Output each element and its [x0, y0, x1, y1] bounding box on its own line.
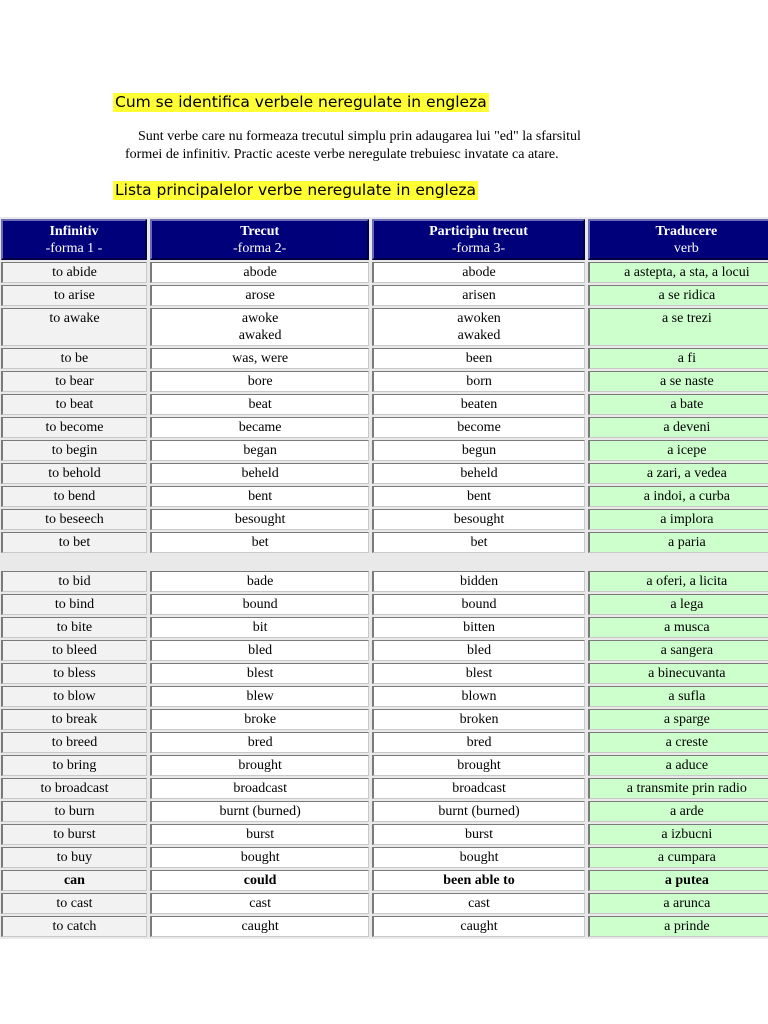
- participle-cell-text: blown: [461, 689, 497, 704]
- header-trecut: [150, 219, 369, 260]
- infinitive-cell-text: to bleed: [52, 643, 97, 658]
- translation-cell-text: a paria: [668, 535, 706, 550]
- past-cell: [150, 870, 369, 891]
- past-cell: [150, 262, 369, 283]
- translation-cell: [588, 663, 768, 684]
- participle-cell-text: bred: [466, 735, 492, 750]
- infinitive-cell-text: to bid: [58, 574, 91, 589]
- past-cell: [150, 371, 369, 392]
- translation-cell: [588, 801, 768, 822]
- table-row: [1, 394, 768, 415]
- participle-cell-text: begun: [461, 443, 497, 458]
- participle-cell-text: abode: [462, 265, 496, 280]
- translation-cell-text: a deveni: [663, 420, 711, 435]
- infinitive-cell: [1, 755, 147, 776]
- past-cell-text-alt: awaked: [238, 328, 282, 343]
- header-title: Infinitiv: [49, 224, 99, 239]
- header-sub: -forma 1 -: [45, 241, 103, 256]
- translation-cell-text: a aduce: [665, 758, 709, 773]
- separator-cell: [1, 555, 768, 569]
- participle-cell: [372, 594, 584, 615]
- infinitive-cell-text: to cast: [56, 896, 93, 911]
- table-row: [1, 571, 768, 592]
- translation-cell-text: a arunca: [663, 896, 711, 911]
- past-cell-text: bit: [252, 620, 268, 635]
- translation-cell-text: a musca: [664, 620, 710, 635]
- header-participiu: [372, 219, 584, 260]
- past-cell: [150, 686, 369, 707]
- infinitive-cell: [1, 617, 147, 638]
- translation-cell-text: a bate: [670, 397, 704, 412]
- table-row: [1, 262, 768, 283]
- heading-identify: Cum se identifica verbele neregulate in engleza: [115, 93, 487, 111]
- infinitive-cell-text: to burst: [53, 827, 96, 842]
- participle-cell-text: caught: [460, 919, 498, 934]
- translation-cell: [588, 417, 768, 438]
- translation-cell: [588, 824, 768, 845]
- participle-cell: [372, 262, 584, 283]
- participle-cell-text: beaten: [460, 397, 498, 412]
- infinitive-cell-text: to bite: [56, 620, 93, 635]
- translation-cell-text: a putea: [664, 873, 709, 888]
- past-cell-text: blest: [246, 666, 274, 681]
- infinitive-cell: [1, 394, 147, 415]
- table-row: [1, 916, 768, 937]
- participle-cell-text: arisen: [462, 288, 496, 303]
- past-cell: [150, 801, 369, 822]
- participle-cell: [372, 893, 584, 914]
- header-sub: verb: [673, 241, 699, 256]
- past-cell-text: brought: [238, 758, 282, 773]
- infinitive-cell: [1, 663, 147, 684]
- infinitive-cell: [1, 778, 147, 799]
- infinitive-cell: [1, 870, 147, 891]
- header-sub: -forma 2-: [233, 241, 287, 256]
- past-cell-text: bet: [251, 535, 269, 550]
- participle-cell: [372, 417, 584, 438]
- table-row: [1, 870, 768, 891]
- participle-cell-text: been able to: [443, 873, 515, 888]
- past-cell: [150, 755, 369, 776]
- participle-cell: [372, 640, 584, 661]
- table-row: [1, 509, 768, 530]
- past-cell: [150, 824, 369, 845]
- table-row: [1, 824, 768, 845]
- translation-cell-text: a lega: [670, 597, 704, 612]
- table-row: [1, 663, 768, 684]
- participle-cell: [372, 663, 584, 684]
- heading-list: Lista principalelor verbe neregulate in engleza: [115, 181, 477, 199]
- participle-cell-text-alt: awaked: [457, 328, 501, 343]
- participle-cell-text: bound: [461, 597, 497, 612]
- participle-cell: [372, 394, 584, 415]
- participle-cell: [372, 463, 584, 484]
- header-traducere: [588, 219, 768, 260]
- table-row: [1, 440, 768, 461]
- translation-cell: [588, 394, 768, 415]
- infinitive-cell: [1, 640, 147, 661]
- translation-cell: [588, 262, 768, 283]
- table-row: [1, 486, 768, 507]
- past-cell-text: cast: [249, 896, 272, 911]
- participle-cell-text: beheld: [460, 466, 498, 481]
- translation-cell-text: a fi: [677, 351, 696, 366]
- translation-cell-text: a icepe: [667, 443, 707, 458]
- table-row: [1, 755, 768, 776]
- past-cell: [150, 916, 369, 937]
- translation-cell: [588, 617, 768, 638]
- infinitive-cell: [1, 571, 147, 592]
- participle-cell: [372, 285, 584, 306]
- participle-cell-text: awoken: [457, 311, 501, 326]
- translation-cell: [588, 709, 768, 730]
- past-cell: [150, 571, 369, 592]
- past-cell-text: bore: [247, 374, 273, 389]
- infinitive-cell-text: can: [63, 873, 85, 888]
- infinitive-cell-text: to bear: [55, 374, 94, 389]
- past-cell: [150, 417, 369, 438]
- translation-cell-text: a implora: [660, 512, 714, 527]
- infinitive-cell: [1, 440, 147, 461]
- infinitive-cell: [1, 285, 147, 306]
- past-cell: [150, 440, 369, 461]
- infinitive-cell-text: to broadcast: [40, 781, 109, 796]
- table-row: [1, 285, 768, 306]
- group-separator: [1, 555, 768, 569]
- participle-cell-text: bled: [466, 643, 492, 658]
- past-cell: [150, 509, 369, 530]
- participle-cell-text: become: [457, 420, 501, 435]
- header-sub: -forma 3-: [451, 241, 506, 256]
- past-cell: [150, 709, 369, 730]
- translation-cell: [588, 870, 768, 891]
- intro-line-2: formei de infinitiv. Practic aceste verbe neregulate trebuiesc invatate ca atare.: [125, 147, 559, 162]
- infinitive-cell-text: to bend: [53, 489, 96, 504]
- translation-cell: [588, 640, 768, 661]
- table-row: [1, 417, 768, 438]
- participle-cell-text: bet: [470, 535, 488, 550]
- translation-cell: [588, 440, 768, 461]
- translation-cell: [588, 285, 768, 306]
- translation-cell-text: a arde: [669, 804, 704, 819]
- participle-cell: [372, 308, 584, 346]
- infinitive-cell: [1, 348, 147, 369]
- translation-cell: [588, 778, 768, 799]
- table-row: [1, 348, 768, 369]
- translation-cell: [588, 847, 768, 868]
- table-row: [1, 778, 768, 799]
- participle-cell-text: bent: [466, 489, 492, 504]
- infinitive-cell: [1, 308, 147, 346]
- participle-cell-text: blest: [465, 666, 493, 681]
- table-row: [1, 709, 768, 730]
- infinitive-cell: [1, 594, 147, 615]
- past-cell-text: burnt (burned): [219, 804, 301, 819]
- participle-cell: [372, 732, 584, 753]
- translation-cell-text: a sparge: [663, 712, 710, 727]
- table-row: [1, 532, 768, 553]
- translation-cell-text: a prinde: [664, 919, 710, 934]
- translation-cell: [588, 571, 768, 592]
- participle-cell: [372, 486, 584, 507]
- past-cell-text: bound: [242, 597, 278, 612]
- past-cell-text: burst: [246, 827, 275, 842]
- translation-cell-text: a sangera: [660, 643, 714, 658]
- translation-cell-text: a se trezi: [661, 311, 712, 326]
- infinitive-cell-text: to be: [60, 351, 89, 366]
- past-cell-text: was, were: [232, 351, 289, 366]
- intro-paragraph: [125, 128, 645, 164]
- table-row: [1, 371, 768, 392]
- infinitive-cell: [1, 486, 147, 507]
- participle-cell-text: brought: [457, 758, 501, 773]
- participle-cell-text: bought: [459, 850, 499, 865]
- past-cell: [150, 532, 369, 553]
- participle-cell-text: been: [465, 351, 493, 366]
- past-cell: [150, 893, 369, 914]
- participle-cell-text: bidden: [459, 574, 499, 589]
- past-cell-text: broadcast: [233, 781, 287, 796]
- infinitive-cell-text: to bless: [53, 666, 96, 681]
- infinitive-cell-text: to behold: [48, 466, 101, 481]
- translation-cell: [588, 594, 768, 615]
- table-row: [1, 732, 768, 753]
- participle-cell-text: burst: [465, 827, 494, 842]
- past-cell-text: bade: [246, 574, 274, 589]
- participle-cell: [372, 509, 584, 530]
- table-row: [1, 463, 768, 484]
- translation-cell: [588, 509, 768, 530]
- past-cell: [150, 778, 369, 799]
- participle-cell: [372, 870, 584, 891]
- table-row: [1, 893, 768, 914]
- participle-cell-text: broken: [459, 712, 499, 727]
- participle-cell-text: broadcast: [452, 781, 506, 796]
- table-row: [1, 847, 768, 868]
- infinitive-cell: [1, 801, 147, 822]
- past-cell-text: became: [238, 420, 282, 435]
- participle-cell: [372, 617, 584, 638]
- participle-cell-text: cast: [468, 896, 490, 911]
- past-cell-text: awoke: [241, 311, 279, 326]
- past-cell: [150, 732, 369, 753]
- past-cell-text: abode: [243, 265, 277, 280]
- translation-cell: [588, 371, 768, 392]
- translation-cell-text: a oferi, a licita: [646, 574, 728, 589]
- translation-cell: [588, 308, 768, 346]
- infinitive-cell-text: to bet: [58, 535, 91, 550]
- participle-cell-text: born: [466, 374, 492, 389]
- translation-cell-text: a sufla: [668, 689, 706, 704]
- header-title: Trecut: [240, 224, 280, 239]
- translation-cell: [588, 755, 768, 776]
- past-cell-text: bought: [240, 850, 280, 865]
- infinitive-cell-text: to blow: [53, 689, 96, 704]
- table-row: [1, 594, 768, 615]
- translation-cell-text: a creste: [665, 735, 709, 750]
- past-cell-text: bled: [248, 643, 273, 658]
- infinitive-cell: [1, 732, 147, 753]
- participle-cell: [372, 916, 584, 937]
- table-row: [1, 640, 768, 661]
- past-cell: [150, 285, 369, 306]
- translation-cell-text: a transmite prin radio: [626, 781, 747, 796]
- infinitive-cell-text: to begin: [51, 443, 98, 458]
- past-cell-text: blew: [246, 689, 274, 704]
- past-cell-text: bent: [248, 489, 273, 504]
- participle-cell: [372, 371, 584, 392]
- infinitive-cell: [1, 893, 147, 914]
- participle-cell: [372, 801, 584, 822]
- infinitive-cell: [1, 847, 147, 868]
- past-cell-text: caught: [241, 919, 279, 934]
- past-cell: [150, 847, 369, 868]
- past-cell: [150, 463, 369, 484]
- past-cell-text: beat: [248, 397, 272, 412]
- infinitive-cell: [1, 417, 147, 438]
- past-cell-text: broke: [244, 712, 277, 727]
- past-cell-text: bred: [247, 735, 273, 750]
- participle-cell: [372, 824, 584, 845]
- past-cell: [150, 640, 369, 661]
- translation-cell-text: a izbucni: [661, 827, 713, 842]
- participle-cell: [372, 709, 584, 730]
- translation-cell: [588, 532, 768, 553]
- infinitive-cell: [1, 686, 147, 707]
- infinitive-cell: [1, 262, 147, 283]
- participle-cell: [372, 847, 584, 868]
- translation-cell-text: a se naste: [660, 374, 714, 389]
- translation-cell-text: a astepta, a sta, a locui: [624, 265, 750, 280]
- translation-cell: [588, 732, 768, 753]
- infinitive-cell-text: to bind: [54, 597, 95, 612]
- past-cell-text: arose: [245, 288, 275, 303]
- past-cell: [150, 663, 369, 684]
- participle-cell: [372, 348, 584, 369]
- infinitive-cell-text: to break: [51, 712, 98, 727]
- header-title: Participiu trecut: [429, 224, 528, 239]
- infinitive-cell-text: to arise: [54, 288, 95, 303]
- past-cell-text: besought: [234, 512, 286, 527]
- participle-cell: [372, 440, 584, 461]
- participle-cell: [372, 755, 584, 776]
- past-cell: [150, 486, 369, 507]
- past-cell: [150, 594, 369, 615]
- translation-cell-text: a zari, a vedea: [646, 466, 727, 481]
- infinitive-cell-text: to beat: [55, 397, 94, 412]
- translation-cell: [588, 463, 768, 484]
- table-row: [1, 686, 768, 707]
- header-title: Traducere: [655, 224, 718, 239]
- table-row: [1, 308, 768, 346]
- intro-line-1: Sunt verbe care nu formeaza trecutul simplu prin adaugarea lui "ed" la sfarsitul: [138, 129, 581, 144]
- translation-cell-text: a se ridica: [658, 288, 716, 303]
- participle-cell: [372, 686, 584, 707]
- past-cell-text: could: [243, 873, 277, 888]
- infinitive-cell: [1, 371, 147, 392]
- past-cell: [150, 348, 369, 369]
- translation-cell-text: a binecuvanta: [648, 666, 726, 681]
- translation-cell: [588, 486, 768, 507]
- infinitive-cell: [1, 916, 147, 937]
- translation-cell: [588, 893, 768, 914]
- past-cell: [150, 394, 369, 415]
- participle-cell: [372, 571, 584, 592]
- infinitive-cell-text: to burn: [54, 804, 95, 819]
- infinitive-cell: [1, 824, 147, 845]
- infinitive-cell: [1, 509, 147, 530]
- infinitive-cell: [1, 463, 147, 484]
- irregular-verbs-table: [0, 217, 768, 939]
- infinitive-cell-text: to buy: [56, 850, 93, 865]
- participle-cell: [372, 532, 584, 553]
- header-infinitiv: [1, 219, 147, 260]
- infinitive-cell-text: to become: [45, 420, 104, 435]
- infinitive-cell-text: to catch: [52, 919, 97, 934]
- past-cell: [150, 308, 369, 346]
- infinitive-cell-text: to breed: [51, 735, 98, 750]
- translation-cell-text: a indoi, a curba: [643, 489, 730, 504]
- participle-cell-text: bitten: [463, 620, 495, 635]
- past-cell: [150, 617, 369, 638]
- infinitive-cell-text: to beseech: [45, 512, 104, 527]
- translation-cell: [588, 348, 768, 369]
- participle-cell: [372, 778, 584, 799]
- translation-cell-text: a cumpara: [657, 850, 716, 865]
- translation-cell: [588, 686, 768, 707]
- table-row: [1, 801, 768, 822]
- past-cell-text: began: [243, 443, 277, 458]
- participle-cell-text: besought: [453, 512, 505, 527]
- table-header-row: [1, 219, 768, 260]
- infinitive-cell-text: to bring: [52, 758, 97, 773]
- translation-cell: [588, 916, 768, 937]
- past-cell-text: beheld: [241, 466, 279, 481]
- table-row: [1, 617, 768, 638]
- infinitive-cell-text: to abide: [52, 265, 97, 280]
- infinitive-cell: [1, 532, 147, 553]
- participle-cell-text: burnt (burned): [438, 804, 520, 819]
- infinitive-cell: [1, 709, 147, 730]
- infinitive-cell-text: to awake: [49, 311, 100, 326]
